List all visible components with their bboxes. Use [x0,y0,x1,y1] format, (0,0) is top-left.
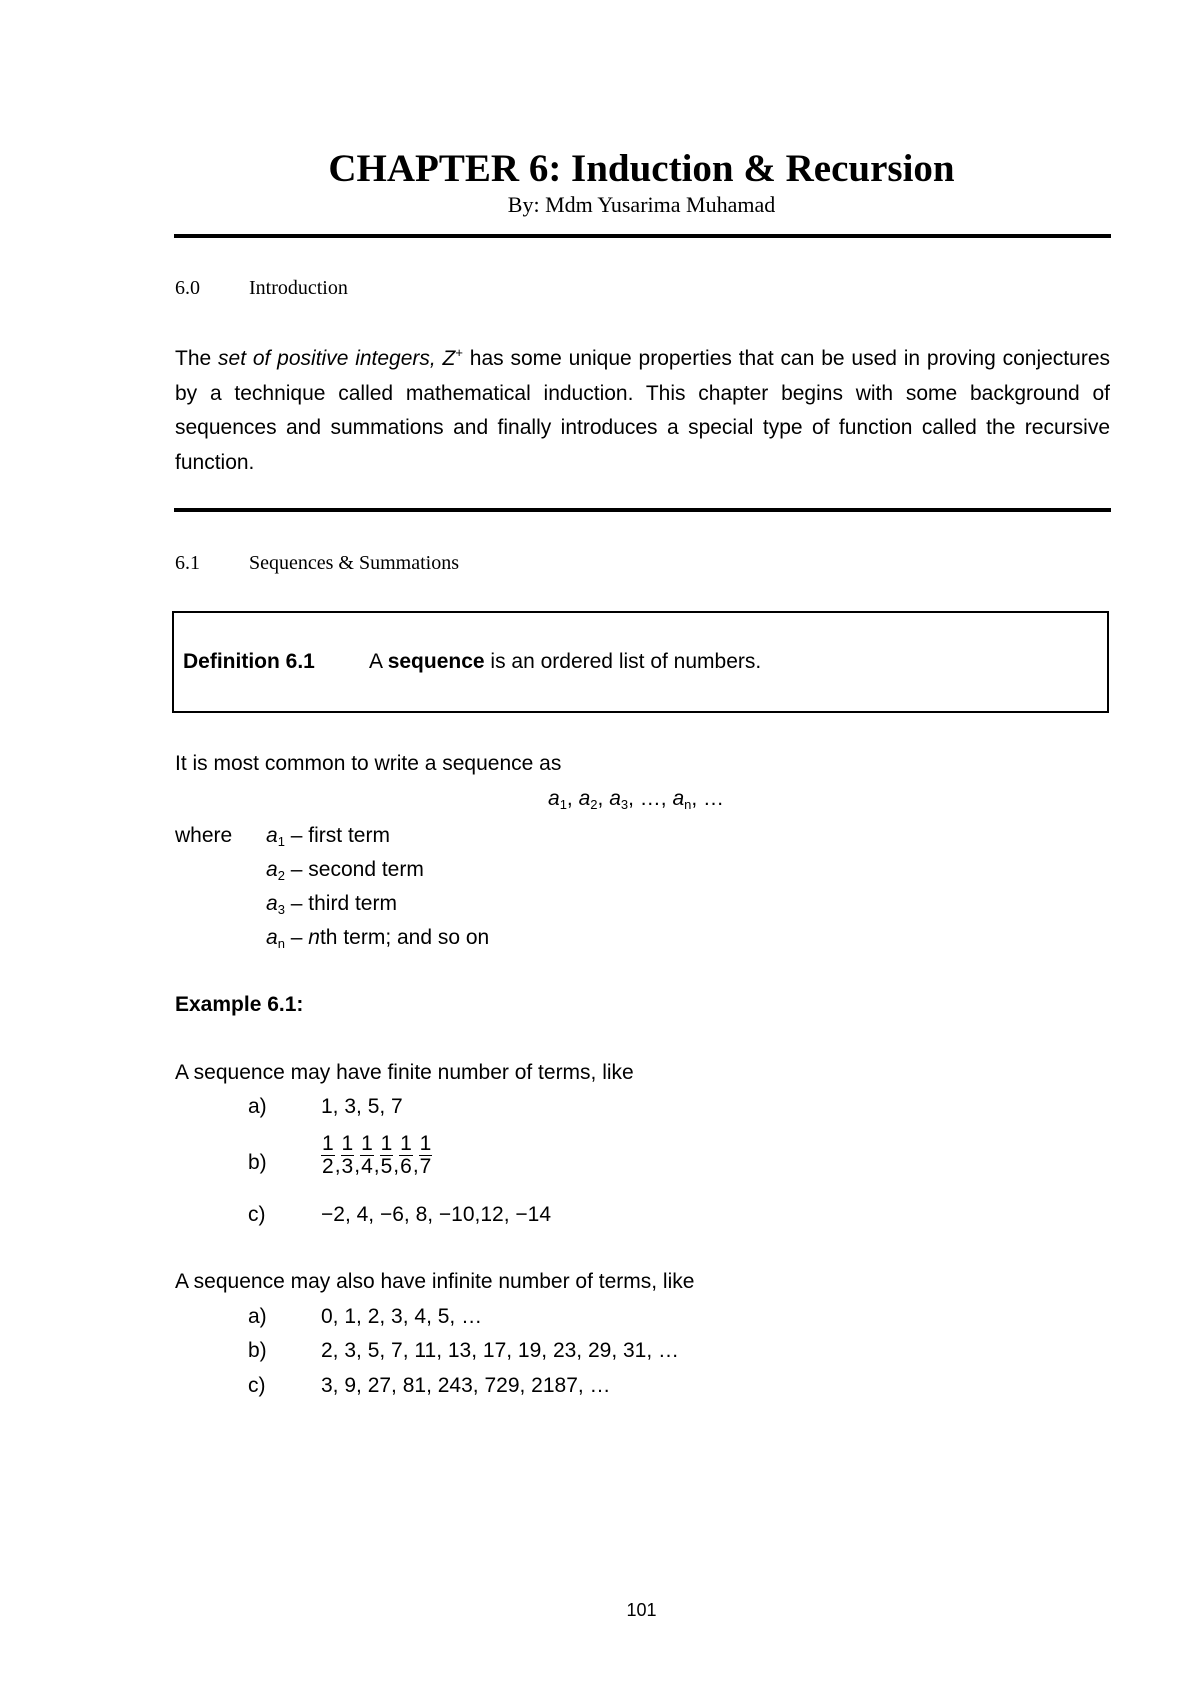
intro-text-italic: set of positive integers, Z [218,347,456,370]
formula-comma: , [660,787,673,810]
definition-term: sequence [387,650,485,673]
fraction-numerator: 1 [419,1132,432,1155]
header-divider [174,234,1111,238]
fraction-numerator: 1 [322,1132,334,1155]
term-sub: 2 [277,868,285,883]
formula-comma: , [597,787,610,810]
infinite-item-label: a) [248,1305,267,1328]
formula-trail: … [703,787,725,810]
fraction [419,1133,433,1178]
infinite-item-value: 3, 9, 27, 81, 243, 729, 2187, … [321,1374,611,1397]
term-row [266,858,424,883]
section-number-intro: 6.0 [175,277,200,299]
fraction-numerator: 1 [341,1132,354,1155]
fraction-sequence [321,1133,432,1178]
finite-item-label: c) [248,1203,266,1226]
chapter-title: CHAPTER 6: Induction & Recursion [328,147,955,190]
formula-sub: 3 [620,797,629,812]
page-number: 101 [626,1600,657,1620]
definition-text-pre: A [369,650,388,673]
section-title-sequences: Sequences & Summations [249,552,459,574]
fraction-numerator: 1 [380,1132,393,1155]
intro-paragraph [175,336,1110,480]
finite-item-value: −2, 4, −6, 8, −10,12, −14 [321,1203,552,1226]
term-sub: n [277,936,285,951]
finite-item-label: a) [248,1095,267,1118]
sequence-formula [548,787,724,812]
fraction-comma: , [354,1154,361,1177]
term-desc: – first term [290,824,390,847]
intro-text-start: The [175,347,219,370]
infinite-item-value: 0, 1, 2, 3, 4, 5, … [321,1305,483,1328]
fraction-denominator: 2 [322,1155,334,1178]
fraction-denominator: 4 [361,1155,373,1178]
section-number-sequences: 6.1 [175,552,200,574]
term-desc-italic: n [308,926,320,949]
term-symbol: a [266,892,278,915]
formula-symbol: a [609,787,621,810]
term-row [266,926,489,951]
term-symbol: a [266,824,278,847]
fraction-denominator: 7 [419,1155,432,1178]
formula-comma: , [628,787,640,810]
fraction [380,1133,394,1178]
fraction [321,1133,335,1178]
fraction-comma: , [373,1154,380,1177]
fraction [341,1133,355,1178]
fraction-numerator: 1 [400,1132,412,1155]
term-dash: – [290,926,309,949]
definition-text [369,650,761,674]
fraction-denominator: 6 [400,1155,412,1178]
infinite-item-value: 2, 3, 5, 7, 11, 13, 17, 19, 23, 29, 31, … [321,1339,680,1362]
term-sub: 3 [277,902,285,917]
fraction-denominator: 3 [341,1155,354,1178]
infinite-item-label: c) [248,1374,266,1397]
definition-text-post: is an ordered list of numbers. [484,650,762,673]
definition-label: Definition 6.1 [183,650,315,673]
section-divider [174,508,1111,512]
term-symbol: a [266,858,278,881]
infinite-lead: A sequence may also have infinite number of terms, like [175,1270,695,1293]
infinite-item-label: b) [248,1339,267,1362]
formula-sub: n [684,797,692,812]
formula-sub: 1 [559,797,567,812]
fraction [360,1133,374,1178]
fraction-denominator: 5 [380,1155,393,1178]
notation-lead: It is most common to write a sequence as [175,752,562,775]
section-title-intro: Introduction [249,277,348,299]
formula-dots: … [639,787,661,810]
fraction-comma: , [412,1154,419,1177]
formula-symbol: a [548,787,560,810]
finite-item-label: b) [248,1151,267,1174]
author-byline: By: Mdm Yusarima Muhamad [507,192,776,217]
finite-item-value: 1, 3, 5, 7 [321,1095,403,1118]
term-desc: – second term [290,858,424,881]
term-row [266,892,397,917]
fraction-comma: , [393,1154,400,1177]
formula-symbol: a [672,787,685,810]
example-heading: Example 6.1: [175,993,304,1016]
term-desc: th term; and so on [319,926,490,949]
intro-text-rest: has some unique properties that can be used in proving conjectures by a technique called mathematical induction. This chapter begins with some background of sequences and summations and finally introduces a special type of function called the recursive function. [175,347,1110,474]
finite-lead: A sequence may have finite number of terms, like [175,1061,634,1084]
term-desc: – third term [290,892,397,915]
formula-symbol: a [578,787,591,810]
fraction [399,1133,413,1178]
where-label: where [175,824,233,847]
formula-comma: , [691,787,704,810]
formula-comma: , [566,787,579,810]
fraction-comma: , [334,1154,341,1177]
term-row [266,824,390,849]
formula-sub: 2 [590,797,598,812]
term-sub: 1 [277,834,285,849]
term-symbol: a [266,926,278,949]
intro-text-sup: + [455,345,463,360]
fraction-numerator: 1 [361,1132,373,1155]
